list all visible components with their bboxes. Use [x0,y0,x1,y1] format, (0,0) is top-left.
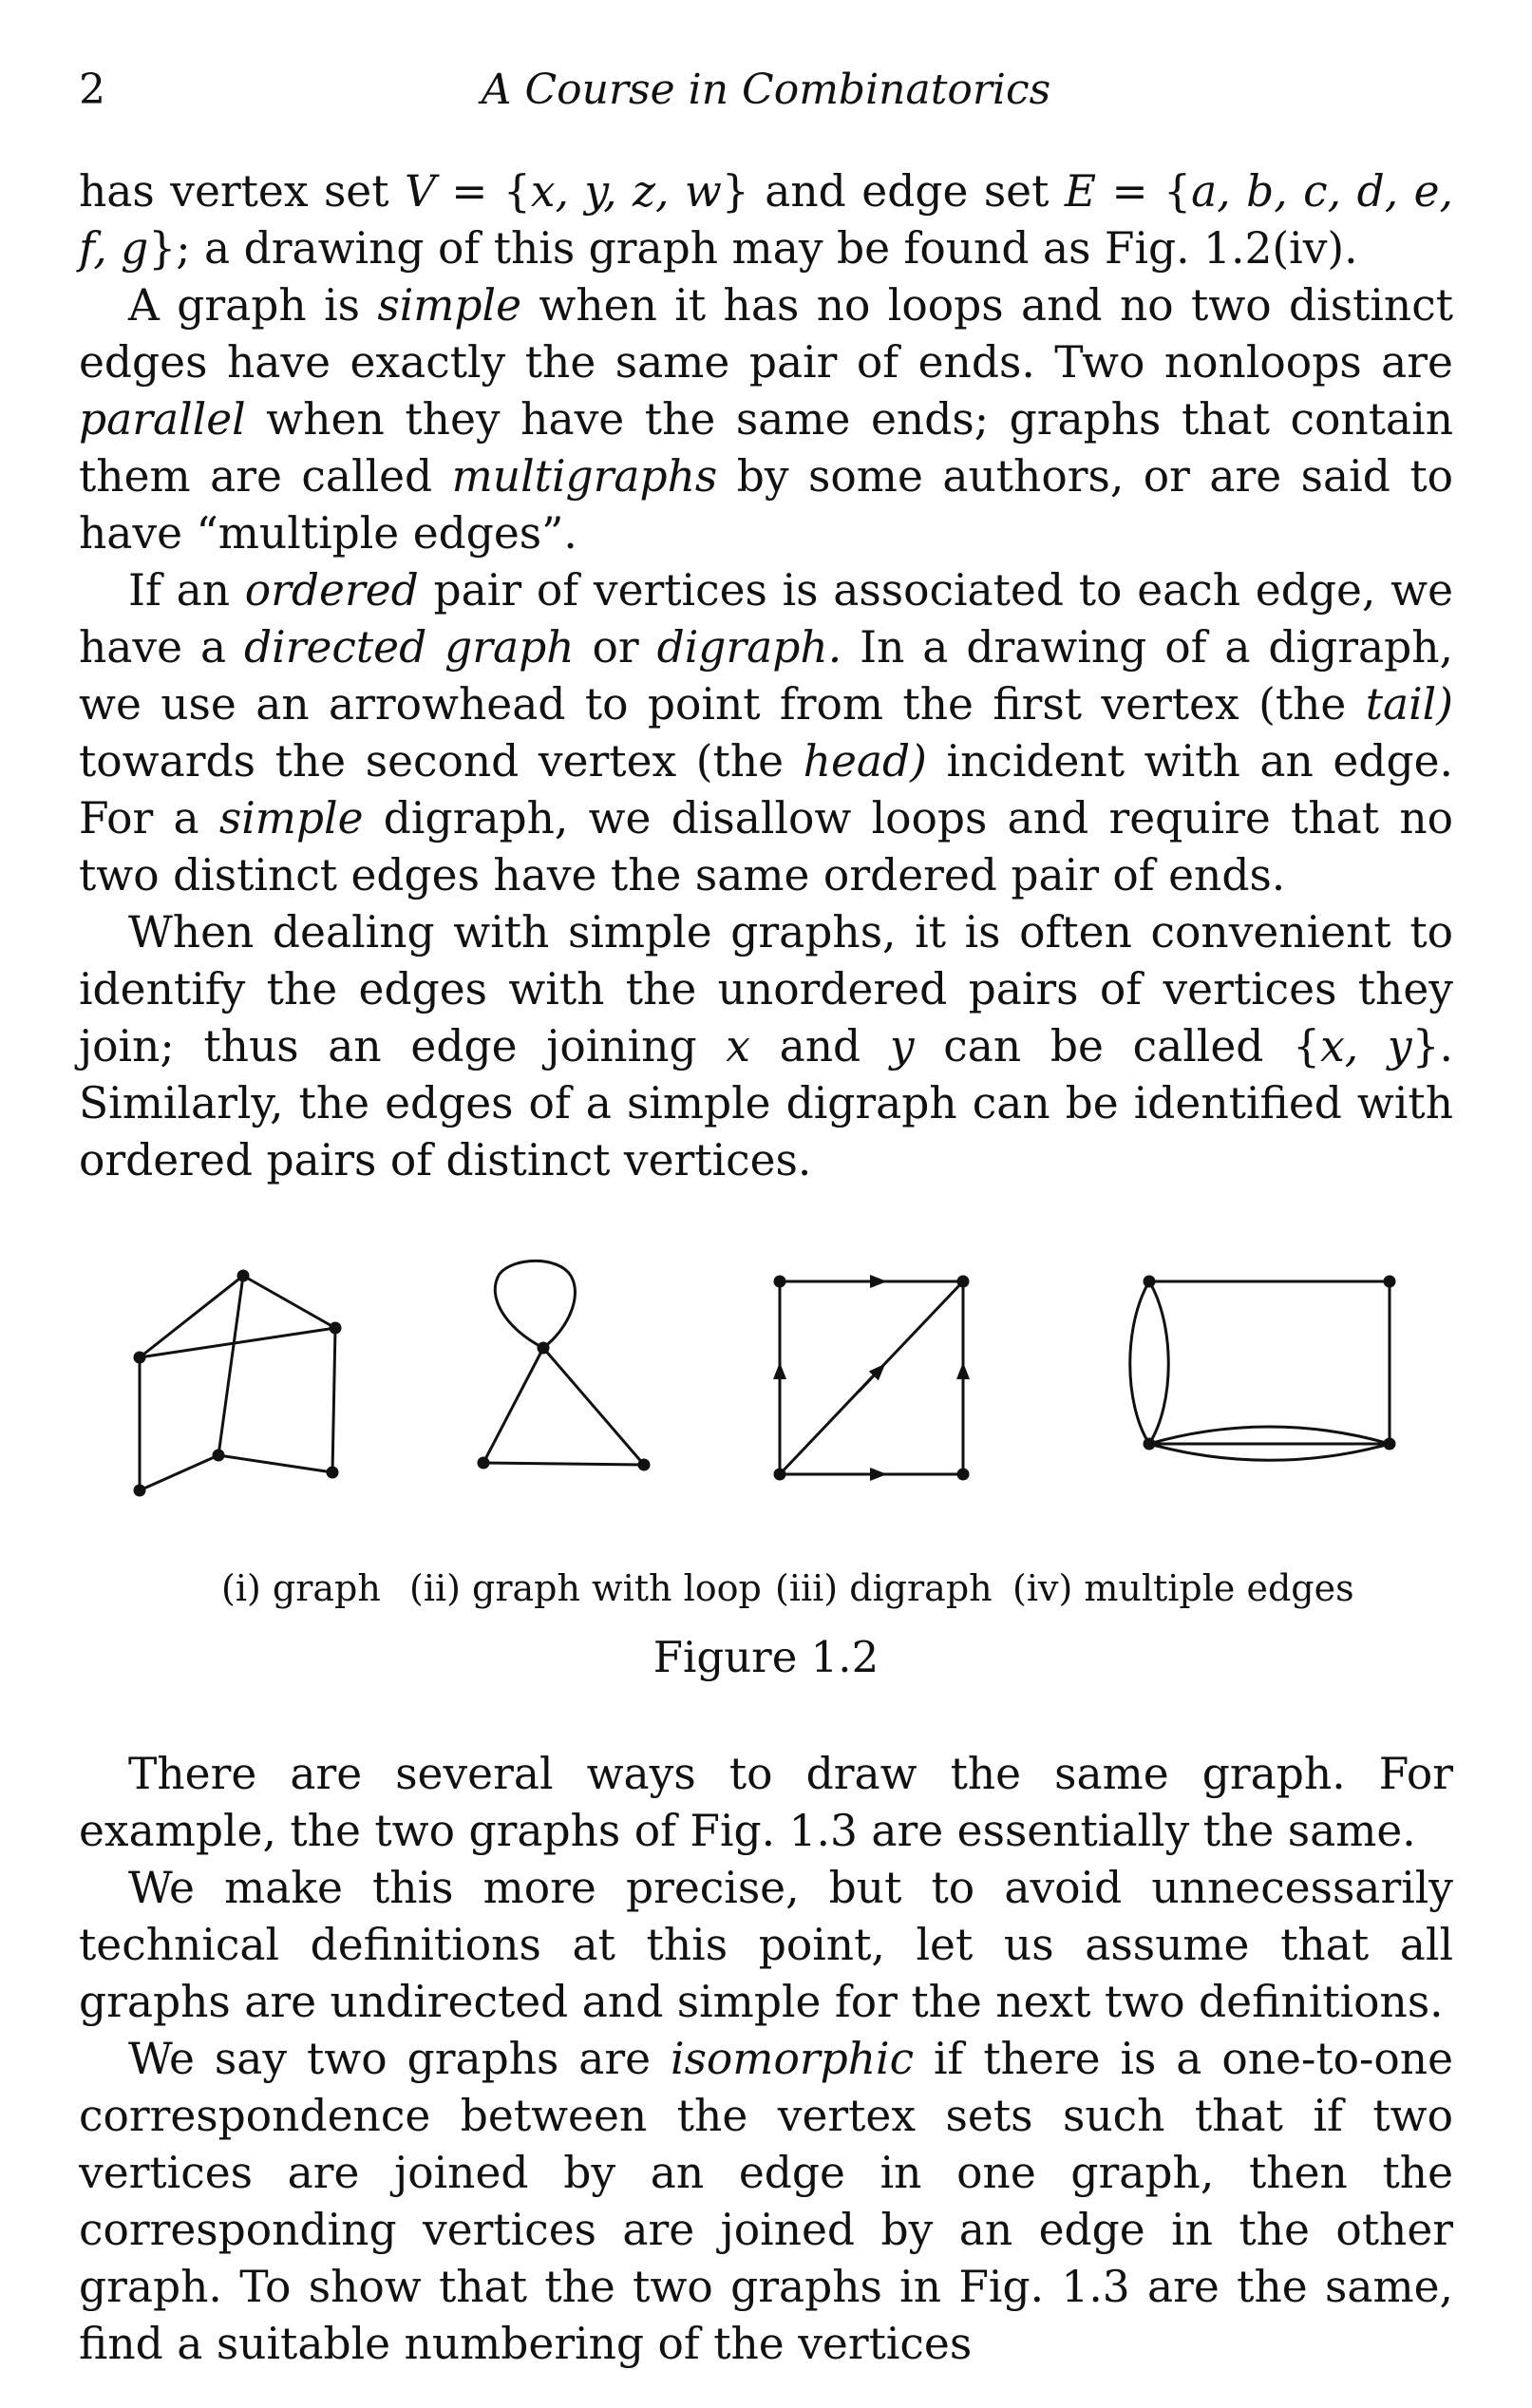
caption-graph: (i) graph [221,1567,381,1609]
paragraph-several-ways: There are several ways to draw the same graph. For example, the two graphs of Fig. 1.3 are essentially the same. [79,1749,1453,1856]
paragraph-vertex-edge-set: has vertex set V = {x, y, z, w} and edge set E = {a, b, c, d, e, f, g}; a drawing of this graph may be found as Fig. 1.2(iv). [79,166,1454,274]
bottom-text-block [79,1746,1453,2373]
caption-digraph: (iii) digraph [775,1567,993,1609]
caption-multiple-edges: (iv) multiple edges [1012,1567,1354,1609]
graph-i [134,1270,342,1497]
graph-iv [1130,1276,1396,1461]
paragraph-more-precise: We make this more precise, but to avoid unnecessarily technical definitions at this point, let us assume that all graphs are undirected and simple for the next two definitions. [79,1863,1453,2027]
graph-ii [478,1261,651,1470]
paragraph-unordered-pairs: When dealing with simple graphs, it is often convenient to identify the edges with the unordered pairs of vertices they join; thus an edge joining x and y can be called {x, y}. Similarly, the edges of a simple digraph can be identified with ordered pairs of distinct vertices. [79,907,1454,1185]
paragraph-simple-graph: A graph is simple when it has no loops and no two distinct edges have exactly the same pair of ends. Two nonloops are parallel when they have the same ends; graphs that contain them are called multigraphs by some authors, or are said to have “multiple edges”. [79,280,1453,559]
page-number: 2 [79,66,105,114]
graph-iii [774,1276,970,1481]
top-text-block [79,163,1453,1189]
figure-title: Figure 1.2 [653,1632,879,1682]
running-title: A Course in Combinatorics [481,66,1051,114]
figure-1-2-drawings [79,1240,1453,1553]
paragraph-isomorphic: We say two graphs are isomorphic if there is a one-to-one correspondence between the vertex sets such that if two vertices are joined by an edge in one graph, then the corresponding vertices are joined by an edge in the other graph. To show that the two graphs in Fig. 1.3 are the same, find a suitable numbering of the vertices [79,2034,1453,2369]
figure-1-2 [79,1240,1453,1686]
paragraph-digraph: If an ordered pair of vertices is associated to each edge, we have a directed graph or digraph. In a drawing of a digraph, we use an arrowhead to point from the first vertex (the tail) towards the second vertex (the head) incident with an edge. For a simple digraph, we disallow loops and require that no two distinct edges have the same ordered pair of ends. [79,565,1454,901]
page-header [79,62,1453,119]
caption-graph-with-loop: (ii) graph with loop [409,1567,762,1609]
